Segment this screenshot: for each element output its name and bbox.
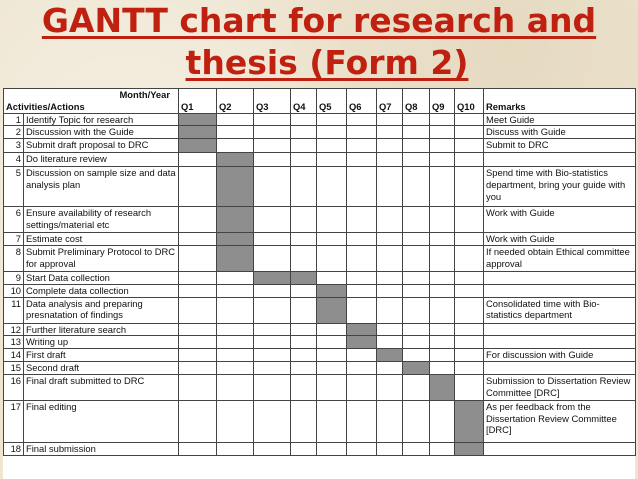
gantt-bar [217, 207, 254, 233]
gantt-empty-cell [430, 284, 455, 297]
activity-cell: First draft [24, 349, 179, 362]
activity-cell: Discussion on sample size and data analysis plan [24, 167, 179, 207]
table-row [4, 113, 636, 126]
gantt-empty-cell [291, 233, 317, 246]
quarter-header: Q1 [179, 89, 217, 114]
gantt-empty-cell [403, 284, 430, 297]
gantt-empty-cell [377, 297, 403, 323]
remarks-cell: Work with Guide [484, 207, 636, 233]
gantt-empty-cell [217, 374, 254, 400]
gantt-empty-cell [347, 442, 377, 455]
table-row [4, 323, 636, 336]
title-line-1: GANTT chart for research and [41, 1, 597, 40]
gantt-empty-cell [179, 349, 217, 362]
gantt-empty-cell [254, 349, 291, 362]
gantt-empty-cell [217, 336, 254, 349]
gantt-empty-cell [217, 139, 254, 153]
gantt-empty-cell [217, 284, 254, 297]
gantt-empty-cell [347, 374, 377, 400]
gantt-empty-cell [179, 442, 217, 455]
quarter-header: Q3 [254, 89, 291, 114]
remarks-cell: Work with Guide [484, 233, 636, 246]
gantt-bar [217, 167, 254, 207]
gantt-empty-cell [377, 153, 403, 167]
gantt-empty-cell [403, 233, 430, 246]
month-year-label: Month/Year [119, 89, 171, 100]
gantt-table [3, 88, 636, 456]
gantt-empty-cell [455, 167, 484, 207]
gantt-bar [179, 113, 217, 126]
gantt-empty-cell [430, 349, 455, 362]
gantt-empty-cell [430, 153, 455, 167]
gantt-empty-cell [347, 207, 377, 233]
activities-label: Activities/Actions [6, 100, 85, 112]
gantt-bar [455, 442, 484, 455]
gantt-bar [217, 245, 254, 271]
gantt-empty-cell [430, 336, 455, 349]
gantt-bar [347, 323, 377, 336]
gantt-bar [179, 139, 217, 153]
gantt-empty-cell [403, 139, 430, 153]
gantt-empty-cell [254, 167, 291, 207]
row-number: 15 [4, 361, 24, 374]
table-row [4, 167, 636, 207]
quarter-header: Q4 [291, 89, 317, 114]
gantt-empty-cell [455, 113, 484, 126]
activity-cell: Data analysis and preparing presnatation of findings [24, 297, 179, 323]
activity-cell: Writing up [24, 336, 179, 349]
gantt-empty-cell [403, 442, 430, 455]
gantt-empty-cell [179, 361, 217, 374]
gantt-empty-cell [377, 167, 403, 207]
gantt-empty-cell [377, 139, 403, 153]
row-number: 8 [4, 245, 24, 271]
table-row [4, 400, 636, 442]
table-row [4, 284, 636, 297]
gantt-empty-cell [347, 245, 377, 271]
gantt-empty-cell [403, 271, 430, 284]
gantt-empty-cell [403, 113, 430, 126]
activity-cell: Submit draft proposal to DRC [24, 139, 179, 153]
gantt-bar [403, 361, 430, 374]
gantt-empty-cell [455, 284, 484, 297]
remarks-cell [484, 442, 636, 455]
quarter-header: Q2 [217, 89, 254, 114]
gantt-empty-cell [179, 167, 217, 207]
gantt-empty-cell [377, 126, 403, 139]
remarks-cell: Spend time with Bio-statistics department, bring your guide with you [484, 167, 636, 207]
gantt-empty-cell [347, 297, 377, 323]
gantt-empty-cell [403, 323, 430, 336]
quarter-header: Q5 [317, 89, 347, 114]
gantt-empty-cell [217, 113, 254, 126]
gantt-empty-cell [317, 400, 347, 442]
remarks-cell [484, 336, 636, 349]
gantt-empty-cell [377, 400, 403, 442]
title-line-2: thesis (Form 2) [185, 43, 469, 82]
gantt-empty-cell [430, 361, 455, 374]
gantt-empty-cell [455, 233, 484, 246]
table-row [4, 349, 636, 362]
gantt-empty-cell [254, 442, 291, 455]
activity-cell: Estimate cost [24, 233, 179, 246]
gantt-empty-cell [217, 400, 254, 442]
remarks-cell: If needed obtain Ethical committee approval [484, 245, 636, 271]
gantt-empty-cell [291, 245, 317, 271]
row-number: 17 [4, 400, 24, 442]
gantt-empty-cell [430, 400, 455, 442]
activity-cell: Final draft submitted to DRC [24, 374, 179, 400]
gantt-empty-cell [179, 153, 217, 167]
gantt-empty-cell [430, 126, 455, 139]
activity-cell: Do literature review [24, 153, 179, 167]
table-row [4, 361, 636, 374]
remarks-header: Remarks [484, 89, 636, 114]
gantt-empty-cell [217, 323, 254, 336]
remarks-cell: As per feedback from the Dissertation Review Committee [DRC] [484, 400, 636, 442]
gantt-empty-cell [179, 245, 217, 271]
gantt-empty-cell [403, 400, 430, 442]
gantt-empty-cell [455, 207, 484, 233]
gantt-empty-cell [455, 139, 484, 153]
quarter-header: Q10 [455, 89, 484, 114]
gantt-empty-cell [254, 336, 291, 349]
quarter-header: Q9 [430, 89, 455, 114]
gantt-empty-cell [347, 349, 377, 362]
gantt-empty-cell [291, 113, 317, 126]
gantt-empty-cell [347, 271, 377, 284]
gantt-empty-cell [430, 297, 455, 323]
remarks-cell: Submission to Dissertation Review Committee [DRC] [484, 374, 636, 400]
remarks-cell [484, 323, 636, 336]
remarks-cell [484, 361, 636, 374]
gantt-empty-cell [254, 207, 291, 233]
quarter-header: Q6 [347, 89, 377, 114]
gantt-empty-cell [317, 233, 347, 246]
gantt-empty-cell [377, 207, 403, 233]
gantt-empty-cell [430, 271, 455, 284]
gantt-empty-cell [254, 113, 291, 126]
gantt-empty-cell [403, 153, 430, 167]
gantt-empty-cell [455, 361, 484, 374]
gantt-empty-cell [291, 297, 317, 323]
gantt-empty-cell [217, 349, 254, 362]
gantt-empty-cell [347, 126, 377, 139]
row-number: 4 [4, 153, 24, 167]
activity-cell: Second draft [24, 361, 179, 374]
gantt-empty-cell [254, 374, 291, 400]
gantt-empty-cell [291, 207, 317, 233]
gantt-empty-cell [430, 233, 455, 246]
gantt-empty-cell [317, 126, 347, 139]
gantt-empty-cell [317, 113, 347, 126]
gantt-empty-cell [347, 167, 377, 207]
gantt-empty-cell [217, 297, 254, 323]
row-number: 13 [4, 336, 24, 349]
gantt-bar [217, 233, 254, 246]
table-row [4, 336, 636, 349]
gantt-bar [377, 349, 403, 362]
gantt-empty-cell [403, 374, 430, 400]
gantt-empty-cell [254, 153, 291, 167]
gantt-empty-cell [317, 442, 347, 455]
gantt-bar [317, 284, 347, 297]
gantt-empty-cell [317, 167, 347, 207]
gantt-bar [179, 126, 217, 139]
gantt-empty-cell [317, 153, 347, 167]
gantt-empty-cell [430, 113, 455, 126]
header-row [4, 89, 636, 114]
remarks-cell [484, 153, 636, 167]
table-row [4, 153, 636, 167]
gantt-empty-cell [403, 207, 430, 233]
activity-cell: Ensure availability of research settings/material etc [24, 207, 179, 233]
gantt-bar [347, 336, 377, 349]
gantt-empty-cell [455, 349, 484, 362]
gantt-empty-cell [291, 336, 317, 349]
gantt-empty-cell [347, 361, 377, 374]
gantt-empty-cell [317, 139, 347, 153]
gantt-empty-cell [455, 245, 484, 271]
remarks-cell: Discuss with Guide [484, 126, 636, 139]
gantt-empty-cell [317, 361, 347, 374]
gantt-empty-cell [455, 374, 484, 400]
gantt-empty-cell [403, 126, 430, 139]
gantt-empty-cell [430, 167, 455, 207]
activity-cell: Final submission [24, 442, 179, 455]
table-row [4, 271, 636, 284]
table-row [4, 442, 636, 455]
quarter-header: Q8 [403, 89, 430, 114]
gantt-empty-cell [254, 233, 291, 246]
gantt-empty-cell [254, 400, 291, 442]
gantt-empty-cell [254, 126, 291, 139]
gantt-empty-cell [291, 323, 317, 336]
gantt-empty-cell [455, 271, 484, 284]
activity-cell: Complete data collection [24, 284, 179, 297]
gantt-empty-cell [403, 297, 430, 323]
gantt-empty-cell [291, 284, 317, 297]
row-number: 1 [4, 113, 24, 126]
table-row [4, 297, 636, 323]
table-row [4, 374, 636, 400]
gantt-bar [455, 400, 484, 442]
row-number: 6 [4, 207, 24, 233]
gantt-empty-cell [317, 323, 347, 336]
gantt-empty-cell [377, 245, 403, 271]
gantt-bar [217, 153, 254, 167]
gantt-empty-cell [455, 297, 484, 323]
gantt-empty-cell [317, 336, 347, 349]
gantt-empty-cell [291, 126, 317, 139]
gantt-table-container [3, 88, 635, 479]
activities-header-cell [4, 89, 179, 114]
gantt-empty-cell [179, 323, 217, 336]
gantt-empty-cell [403, 349, 430, 362]
remarks-cell: Consolidated time with Bio-statistics department [484, 297, 636, 323]
table-row [4, 245, 636, 271]
activity-cell: Further literature search [24, 323, 179, 336]
gantt-empty-cell [347, 233, 377, 246]
gantt-empty-cell [377, 323, 403, 336]
gantt-empty-cell [254, 284, 291, 297]
gantt-empty-cell [455, 153, 484, 167]
activity-cell: Discussion with the Guide [24, 126, 179, 139]
gantt-empty-cell [403, 336, 430, 349]
gantt-empty-cell [254, 139, 291, 153]
gantt-empty-cell [347, 284, 377, 297]
row-number: 12 [4, 323, 24, 336]
gantt-empty-cell [377, 233, 403, 246]
gantt-bar [254, 271, 291, 284]
gantt-empty-cell [317, 349, 347, 362]
remarks-cell: Submit to DRC [484, 139, 636, 153]
row-number: 2 [4, 126, 24, 139]
remarks-cell: For discussion with Guide [484, 349, 636, 362]
gantt-empty-cell [430, 207, 455, 233]
gantt-empty-cell [347, 113, 377, 126]
activity-cell: Submit Preliminary Protocol to DRC for approval [24, 245, 179, 271]
gantt-empty-cell [377, 374, 403, 400]
row-number: 3 [4, 139, 24, 153]
gantt-empty-cell [317, 271, 347, 284]
gantt-empty-cell [217, 361, 254, 374]
table-row [4, 207, 636, 233]
gantt-empty-cell [347, 139, 377, 153]
gantt-empty-cell [254, 323, 291, 336]
row-number: 5 [4, 167, 24, 207]
gantt-empty-cell [179, 271, 217, 284]
gantt-empty-cell [317, 245, 347, 271]
gantt-empty-cell [377, 442, 403, 455]
gantt-empty-cell [179, 374, 217, 400]
gantt-empty-cell [430, 245, 455, 271]
gantt-empty-cell [291, 374, 317, 400]
row-number: 11 [4, 297, 24, 323]
row-number: 18 [4, 442, 24, 455]
gantt-bar [317, 297, 347, 323]
gantt-empty-cell [455, 336, 484, 349]
gantt-empty-cell [430, 442, 455, 455]
gantt-bar [430, 374, 455, 400]
gantt-empty-cell [179, 336, 217, 349]
gantt-empty-cell [254, 361, 291, 374]
gantt-empty-cell [455, 126, 484, 139]
gantt-empty-cell [217, 126, 254, 139]
gantt-empty-cell [179, 297, 217, 323]
gantt-empty-cell [430, 139, 455, 153]
gantt-empty-cell [377, 336, 403, 349]
gantt-empty-cell [377, 271, 403, 284]
page-title [0, 0, 638, 84]
gantt-empty-cell [291, 139, 317, 153]
gantt-empty-cell [377, 113, 403, 126]
gantt-empty-cell [377, 361, 403, 374]
gantt-empty-cell [430, 323, 455, 336]
quarter-header: Q7 [377, 89, 403, 114]
row-number: 10 [4, 284, 24, 297]
table-row [4, 126, 636, 139]
row-number: 16 [4, 374, 24, 400]
gantt-empty-cell [317, 207, 347, 233]
gantt-empty-cell [403, 245, 430, 271]
gantt-empty-cell [347, 400, 377, 442]
gantt-empty-cell [291, 349, 317, 362]
activity-cell: Final editing [24, 400, 179, 442]
gantt-bar [291, 271, 317, 284]
gantt-empty-cell [179, 207, 217, 233]
gantt-empty-cell [291, 400, 317, 442]
gantt-empty-cell [254, 245, 291, 271]
gantt-empty-cell [291, 361, 317, 374]
table-row [4, 233, 636, 246]
activity-cell: Start Data collection [24, 271, 179, 284]
gantt-empty-cell [254, 297, 291, 323]
remarks-cell [484, 271, 636, 284]
activity-cell: Identify Topic for research [24, 113, 179, 126]
gantt-empty-cell [291, 167, 317, 207]
gantt-empty-cell [291, 442, 317, 455]
table-row [4, 139, 636, 153]
gantt-empty-cell [455, 323, 484, 336]
gantt-empty-cell [179, 233, 217, 246]
gantt-empty-cell [377, 284, 403, 297]
row-number: 14 [4, 349, 24, 362]
row-number: 7 [4, 233, 24, 246]
gantt-empty-cell [179, 400, 217, 442]
remarks-cell: Meet Guide [484, 113, 636, 126]
gantt-empty-cell [347, 153, 377, 167]
gantt-body [4, 113, 636, 455]
gantt-empty-cell [217, 271, 254, 284]
row-number: 9 [4, 271, 24, 284]
remarks-cell [484, 284, 636, 297]
gantt-empty-cell [403, 167, 430, 207]
gantt-empty-cell [179, 284, 217, 297]
gantt-empty-cell [217, 442, 254, 455]
gantt-empty-cell [291, 153, 317, 167]
gantt-empty-cell [317, 374, 347, 400]
